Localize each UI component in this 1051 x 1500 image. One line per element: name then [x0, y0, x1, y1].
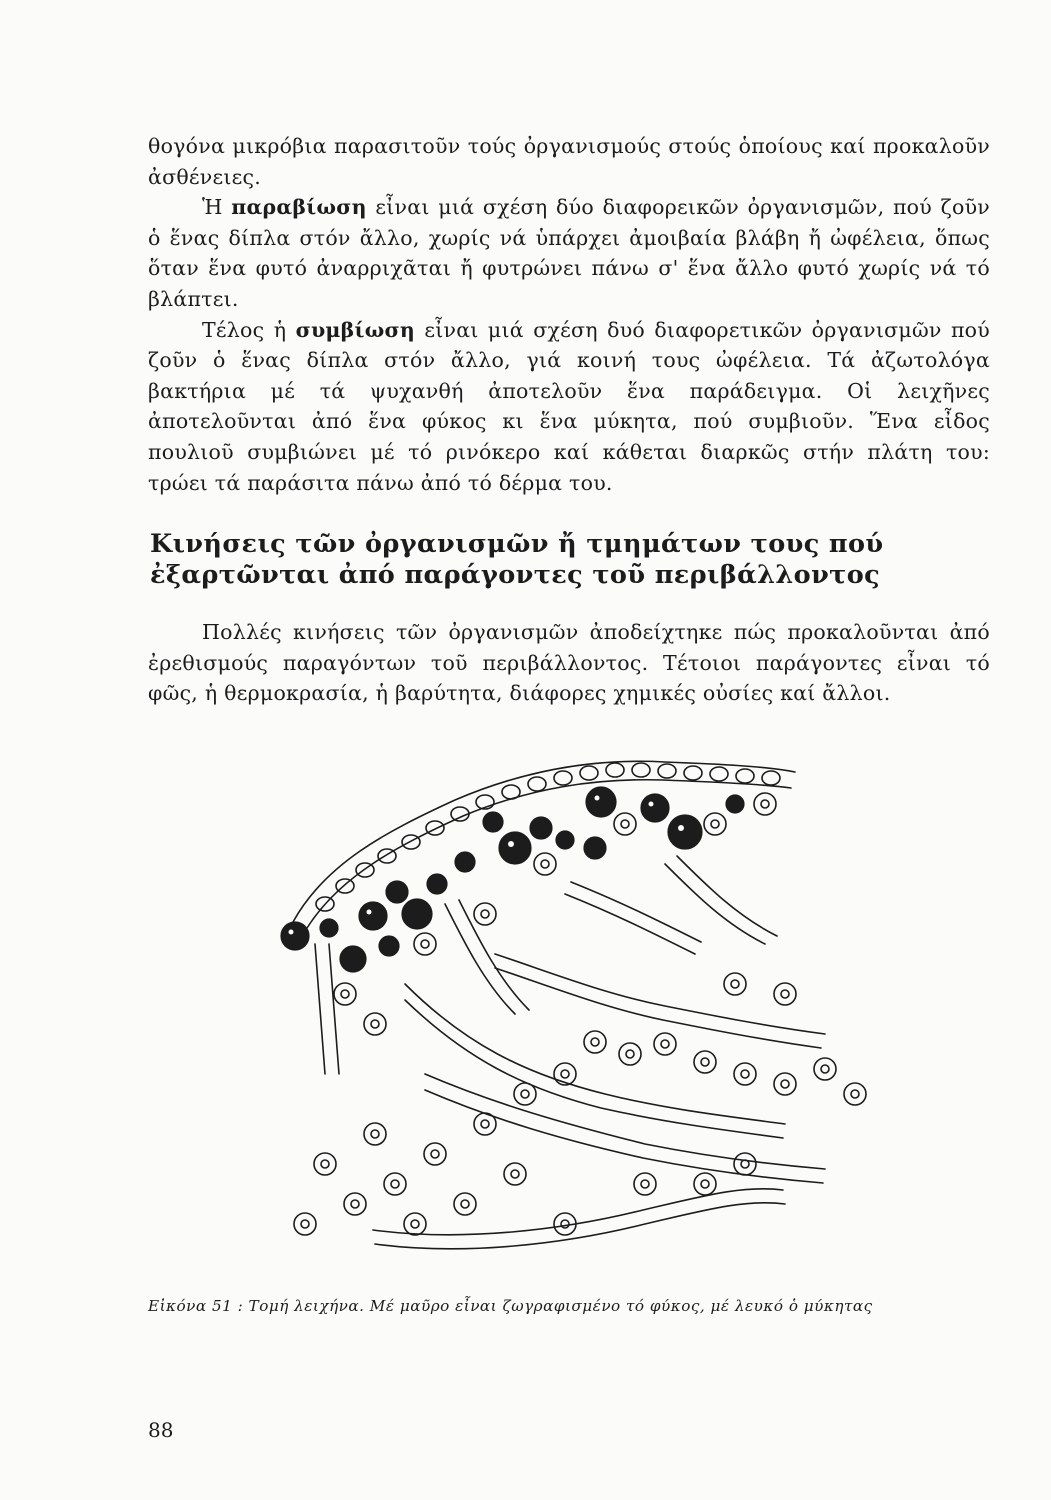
paragraph-text: εἶναι μιά σχέση δυό διαφορετικῶν ὀργανισμῶν πού ζοῦν ὁ ἕνας δίπλα στόν ἄλλο, γιά κοινή τους ὠφέλεια. Τά ἀζωτολόγα βακτήρια μέ τά ψυχανθή ἀποτελοῦν ἕνα παράδειγμα. Οἱ λειχῆνες ἀποτελοῦνται ἀπό ἕνα φύκος κι ἕνα μύκητα, πού συμβιοῦν. Ἕνα εἶδος πουλιοῦ συμβιώνει μέ τό ρινόκερο καί κάθεται διαρκῶς στήν πλάτη του: τρώει τά παράσιτα πάνω ἀπό τό δέρμα του. — [148, 317, 990, 495]
term-parabiosis: παραβίωση — [231, 195, 367, 220]
paragraph-text: εἶναι μιά σχέση δύο διαφορεικῶν ὀργανισμῶν, πού ζοῦν ὁ ἕνας δίπλα στόν ἄλλο, χωρίς νά ὑπάρχει ἀμοιβαία βλάβη ἤ ὠφέλεια, ὅπως ὅταν ἕνα φυτό ἀναρριχᾶται ἤ φυτρώνει πάνω σ' ἕνα ἄλλο φυτό χωρίς νά τό βλάπτει. — [148, 195, 991, 311]
paragraph-text: Ἡ — [202, 195, 232, 220]
lichen-cross-section-illustration — [265, 744, 895, 1289]
figure-caption: Εἰκόνα 51 : Τομή λειχήνα. Μέ μαῦρο εἶναι ζωγραφισμένο τό φύκος, μέ λευκό ὁ μύκητας — [148, 1297, 873, 1315]
paragraph-text: Τέλος ἡ — [202, 317, 296, 342]
thallus-lower-edge-inner — [373, 1189, 783, 1235]
fungal-hyphae — [315, 856, 825, 1183]
text-block-top — [148, 131, 990, 498]
paragraph-symbiosis — [148, 315, 990, 499]
term-symbiosis: συμβίωση — [295, 317, 415, 342]
thallus-upper-edge — [293, 761, 795, 922]
section-heading: Κινήσεις τῶν ὀργανισμῶν ἤ τμημάτων τους πού ἐξαρτῶνται ἀπό παράγοντες τοῦ περιβάλλοντος — [150, 529, 884, 590]
paragraph-text: θογόνα μικρόβια παρασιτοῦν τούς ὀργανισμούς στούς ὁποίους καί προκαλοῦν ἀσθένειες. — [148, 134, 990, 189]
thallus-lower-edge — [375, 1203, 785, 1249]
paragraph-continuation — [148, 131, 990, 192]
paragraph-movements: Πολλές κινήσεις τῶν ὀργανισμῶν ἀποδείχτηκε πώς προκαλοῦνται ἀπό ἐρεθισμούς παραγόντων τοῦ περιβάλλοντος. Τέτοιοι παράγοντες εἶναι τό φῶς, ἡ θερμοκρασία, ἡ βαρύτητα, διάφορες χημικές οὐσίες καί ἄλλοι. — [148, 620, 990, 706]
page-number: 88 — [148, 1418, 174, 1442]
text-block-bottom — [148, 617, 990, 709]
paragraph-parabiosis — [148, 192, 990, 314]
